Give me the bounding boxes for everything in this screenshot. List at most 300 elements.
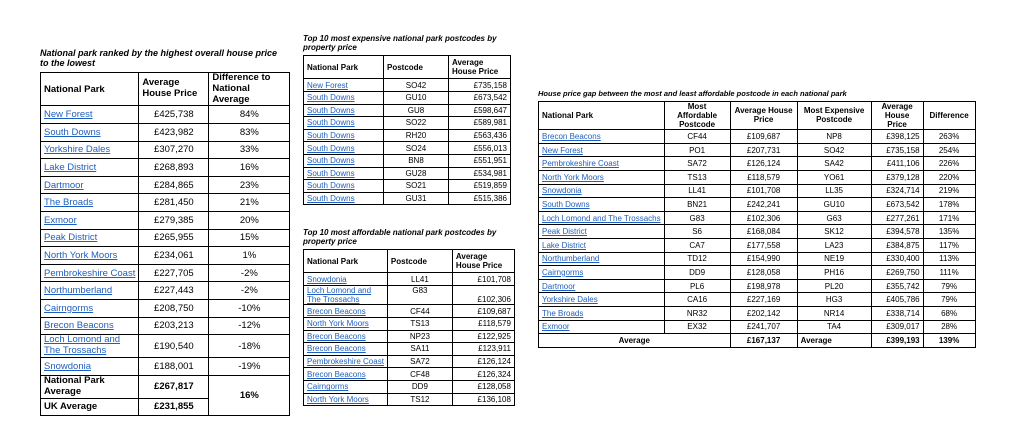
affordable-price-cell: £101,708 (730, 184, 797, 198)
national-park-average-label: National Park Average (41, 375, 139, 398)
table-row (539, 266, 976, 280)
park-cell (539, 306, 665, 320)
most-expensive-postcode-cell: YO61 (797, 170, 871, 184)
postcode-cell: GU8 (384, 104, 449, 117)
average-price-cell: £279,385 (139, 212, 209, 230)
park-link[interactable]: South Downs (307, 105, 355, 115)
table-row (41, 159, 290, 177)
park-cell (41, 358, 139, 376)
affordable-price-cell: £198,978 (730, 279, 797, 293)
postcode-cell: SO22 (384, 117, 449, 130)
average-price-cell: £673,542 (449, 91, 511, 104)
table-row (41, 358, 290, 376)
affordable-price-cell: £242,241 (730, 198, 797, 212)
difference-cell: 171% (923, 211, 975, 225)
table-row (539, 225, 976, 239)
table-row (304, 368, 515, 381)
table-row (41, 229, 290, 247)
average-price-cell: £598,647 (449, 104, 511, 117)
most-expensive-postcode-cell: HG3 (797, 293, 871, 307)
difference-cell: -18% (209, 335, 290, 358)
affordable-postcodes-caption: Top 10 most affordable national park postcodes by property price (303, 228, 497, 247)
affordable-postcodes-table (303, 249, 515, 406)
park-link[interactable]: South Downs (307, 194, 355, 204)
average-affordable-price: £167,137 (730, 334, 797, 348)
affordable-postcodes-body (304, 273, 515, 406)
most-affordable-postcode-cell: EX32 (664, 320, 730, 334)
table-row (539, 279, 976, 293)
most-affordable-postcode-cell: PO1 (664, 143, 730, 157)
table-row (41, 335, 290, 358)
postcode-cell: DD9 (387, 380, 452, 393)
park-cell (304, 355, 388, 368)
expensive-price-cell: £384,875 (871, 238, 923, 252)
park-link[interactable]: Snowdonia (542, 186, 582, 196)
expensive-price-cell: £324,714 (871, 184, 923, 198)
average-difference: 139% (923, 334, 975, 348)
park-link[interactable]: Brecon Beacons (307, 306, 366, 316)
header-difference: Difference (923, 101, 975, 130)
price-gap-block (538, 90, 976, 348)
most-expensive-postcode-cell: LA23 (797, 238, 871, 252)
park-link[interactable]: Dartmoor (542, 281, 576, 291)
affordable-price-cell: £168,084 (730, 225, 797, 239)
park-cell (41, 229, 139, 247)
table-row (41, 264, 290, 282)
table-row (41, 299, 290, 317)
most-expensive-postcode-cell: PL20 (797, 279, 871, 293)
park-link[interactable]: North York Moors (307, 394, 369, 404)
park-cell (41, 299, 139, 317)
park-cell (304, 104, 384, 117)
header-average-house-price: Average House Price (449, 56, 511, 79)
park-link[interactable]: Exmoor (44, 214, 77, 226)
difference-cell: 21% (209, 194, 290, 212)
difference-cell: 83% (209, 124, 290, 142)
most-affordable-postcode-cell: G83 (664, 211, 730, 225)
average-price-cell: £515,386 (449, 192, 511, 205)
most-expensive-postcode-cell: G63 (797, 211, 871, 225)
expensive-price-cell: £411,106 (871, 157, 923, 171)
table-row (304, 129, 511, 142)
postcode-cell: SA11 (387, 343, 452, 356)
affordable-price-cell: £109,687 (730, 130, 797, 144)
header-postcode: Postcode (384, 56, 449, 79)
table-row (539, 238, 976, 252)
park-link[interactable]: Cairngorms (542, 267, 584, 277)
park-cell (304, 129, 384, 142)
difference-cell: 79% (923, 293, 975, 307)
park-link[interactable]: Brecon Beacons (307, 369, 366, 379)
park-link[interactable]: Cairngorms (307, 382, 349, 392)
table-row (304, 305, 515, 318)
uk-average-label: UK Average (41, 398, 139, 416)
park-link[interactable]: Snowdonia (307, 274, 347, 284)
average-price-cell: £284,865 (139, 176, 209, 194)
park-cell (304, 305, 388, 318)
table-row (304, 393, 515, 406)
price-gap-table (538, 101, 976, 348)
header-postcode: Postcode (387, 250, 452, 273)
table-row (304, 285, 515, 304)
expensive-price-cell: £405,786 (871, 293, 923, 307)
postcode-cell: GU31 (384, 192, 449, 205)
postcode-cell: TS12 (387, 393, 452, 406)
park-link[interactable]: Yorkshire Dales (44, 144, 111, 156)
table-row (539, 170, 976, 184)
park-link[interactable]: Peak District (542, 227, 587, 237)
most-expensive-postcode-cell: NP8 (797, 130, 871, 144)
park-link[interactable]: Dartmoor (44, 179, 84, 191)
park-cell (41, 335, 139, 358)
table-row (41, 317, 290, 335)
difference-cell: -10% (209, 299, 290, 317)
affordable-price-cell: £202,142 (730, 306, 797, 320)
table-row (41, 176, 290, 194)
park-cell (41, 106, 139, 124)
table-row (539, 306, 976, 320)
park-cell (304, 180, 384, 193)
ranking-table-block (40, 48, 290, 416)
average-expensive-price: £399,193 (871, 334, 923, 348)
table-row (304, 317, 515, 330)
affordable-price-cell: £177,558 (730, 238, 797, 252)
park-link[interactable]: New Forest (307, 80, 348, 90)
average-price-cell: £563,436 (449, 129, 511, 142)
uk-average-price: £231,855 (139, 398, 209, 416)
table-row (539, 184, 976, 198)
park-link[interactable]: South Downs (307, 168, 355, 178)
header-national-park: National Park (304, 250, 388, 273)
affordable-price-cell: £102,306 (730, 211, 797, 225)
difference-cell: 220% (923, 170, 975, 184)
table-row (304, 104, 511, 117)
header-most-affordable-postcode: Most Affordable Postcode (664, 101, 730, 130)
park-cell (539, 266, 665, 280)
postcode-cell: CF44 (387, 305, 452, 318)
header-expensive-avg-price: Average House Price (871, 101, 923, 130)
header-national-park: National Park (304, 56, 384, 79)
most-affordable-postcode-cell: DD9 (664, 266, 730, 280)
table-row (304, 79, 511, 92)
park-cell (304, 142, 384, 155)
average-price-cell: £208,750 (139, 299, 209, 317)
park-cell (539, 184, 665, 198)
park-cell (304, 317, 388, 330)
park-link[interactable]: Loch Lomond and The Trossachs (44, 334, 121, 357)
park-link[interactable]: Northumberland (44, 285, 113, 297)
national-park-average-price: £267,817 (139, 375, 209, 398)
expensive-postcodes-table (303, 55, 511, 205)
park-link[interactable]: North York Moors (44, 250, 118, 261)
table-row (41, 124, 290, 142)
park-cell (304, 380, 388, 393)
park-cell (539, 293, 665, 307)
difference-cell: 23% (209, 176, 290, 194)
park-link[interactable]: South Downs (307, 118, 355, 128)
postcode-cell: RH20 (384, 129, 449, 142)
most-affordable-postcode-cell: CA7 (664, 238, 730, 252)
most-affordable-postcode-cell: S6 (664, 225, 730, 239)
price-gap-caption: House price gap between the most and least affordable postcode in each national park (538, 89, 847, 98)
table-row (539, 130, 976, 144)
park-cell (539, 130, 665, 144)
average-price-cell: £136,108 (452, 393, 514, 406)
average-price-cell: £556,013 (449, 142, 511, 155)
expensive-postcodes-body (304, 79, 511, 205)
park-cell (41, 176, 139, 194)
difference-cell: 113% (923, 252, 975, 266)
park-link[interactable]: South Downs (307, 156, 355, 166)
table-row (539, 157, 976, 171)
park-link[interactable]: North York Moors (307, 319, 369, 329)
expensive-postcodes-caption: Top 10 most expensive national park postcodes by property price (303, 34, 497, 53)
difference-cell: 178% (923, 198, 975, 212)
affordable-postcodes-block (303, 228, 515, 406)
table-row (304, 142, 511, 155)
difference-cell: 20% (209, 212, 290, 230)
expensive-price-cell: £379,128 (871, 170, 923, 184)
difference-cell: -2% (209, 264, 290, 282)
difference-cell: 16% (209, 159, 290, 177)
park-cell (41, 124, 139, 142)
most-expensive-postcode-cell: SK12 (797, 225, 871, 239)
most-affordable-postcode-cell: SA72 (664, 157, 730, 171)
park-cell (304, 393, 388, 406)
ranking-table-body (41, 106, 290, 375)
park-link[interactable]: Pembrokeshire Coast (542, 159, 619, 169)
park-link[interactable]: South Downs (44, 126, 101, 138)
park-cell (41, 282, 139, 300)
postcode-cell: GU10 (384, 91, 449, 104)
park-cell (539, 143, 665, 157)
most-affordable-postcode-cell: PL6 (664, 279, 730, 293)
average-price-cell: £519,859 (449, 180, 511, 193)
park-link[interactable]: South Downs (307, 181, 355, 191)
expensive-price-cell: £338,714 (871, 306, 923, 320)
average-price-cell: £190,540 (139, 335, 209, 358)
average-price-cell: £126,124 (452, 355, 514, 368)
difference-cell: 226% (923, 157, 975, 171)
average-price-cell: £234,061 (139, 247, 209, 265)
most-expensive-postcode-cell: NE19 (797, 252, 871, 266)
park-cell (539, 279, 665, 293)
park-link[interactable]: Peak District (44, 232, 98, 244)
park-link[interactable]: Brecon Beacons (307, 331, 366, 341)
most-affordable-postcode-cell: LL41 (664, 184, 730, 198)
difference-cell: 15% (209, 229, 290, 247)
difference-cell: -12% (209, 317, 290, 335)
table-row (41, 212, 290, 230)
park-cell (41, 194, 139, 212)
park-cell (41, 317, 139, 335)
most-affordable-postcode-cell: BN21 (664, 198, 730, 212)
park-link[interactable]: Loch Lomond and The Trossachs (307, 285, 372, 305)
table-row (41, 106, 290, 124)
park-cell (41, 264, 139, 282)
postcode-cell: TS13 (387, 317, 452, 330)
header-difference: Difference to National Average (209, 72, 290, 106)
most-expensive-postcode-cell: NR14 (797, 306, 871, 320)
postcode-cell: SO24 (384, 142, 449, 155)
difference-cell: 84% (209, 106, 290, 124)
park-link[interactable]: South Downs (307, 131, 355, 141)
average-price-cell: £265,955 (139, 229, 209, 247)
table-row (304, 330, 515, 343)
table-row (304, 355, 515, 368)
park-link[interactable]: Snowdonia (44, 360, 92, 372)
park-cell (41, 141, 139, 159)
average-label-right: Average (797, 334, 871, 348)
table-row (304, 167, 511, 180)
most-expensive-postcode-cell: LL35 (797, 184, 871, 198)
average-price-cell: £551,951 (449, 154, 511, 167)
average-price-cell: £101,708 (452, 273, 514, 286)
park-link[interactable]: Northumberland (542, 254, 600, 264)
average-price-cell: £123,911 (452, 343, 514, 356)
average-price-cell: £735,158 (449, 79, 511, 92)
park-link[interactable]: Lake District (44, 162, 97, 174)
ranking-table-caption: National park ranked by the highest overall house price to the lowest (40, 48, 278, 69)
average-price-cell: £126,324 (452, 368, 514, 381)
affordable-price-cell: £227,169 (730, 293, 797, 307)
expensive-price-cell: £309,017 (871, 320, 923, 334)
park-link[interactable]: South Downs (542, 199, 590, 209)
difference-cell: 219% (923, 184, 975, 198)
most-affordable-postcode-cell: NR32 (664, 306, 730, 320)
park-cell (41, 212, 139, 230)
affordable-price-cell: £207,731 (730, 143, 797, 157)
average-price-cell: £188,001 (139, 358, 209, 376)
park-cell (539, 238, 665, 252)
park-cell (304, 167, 384, 180)
header-national-park: National Park (539, 101, 665, 130)
park-link[interactable]: Brecon Beacons (307, 344, 366, 354)
average-price-cell: £423,982 (139, 124, 209, 142)
park-cell (539, 211, 665, 225)
expensive-price-cell: £394,578 (871, 225, 923, 239)
header-average-house-price: Average House Price (139, 72, 209, 106)
park-cell (41, 159, 139, 177)
park-cell (539, 198, 665, 212)
table-row (539, 252, 976, 266)
table-row (304, 380, 515, 393)
park-link[interactable]: Brecon Beacons (542, 131, 601, 141)
average-price-cell: £122,925 (452, 330, 514, 343)
table-row (539, 198, 976, 212)
park-cell (304, 192, 384, 205)
park-link[interactable]: Brecon Beacons (44, 320, 114, 332)
expensive-price-cell: £735,158 (871, 143, 923, 157)
header-most-expensive-postcode: Most Expensive Postcode (797, 101, 871, 130)
expensive-price-cell: £330,400 (871, 252, 923, 266)
postcode-cell: LL41 (387, 273, 452, 286)
difference-cell: -19% (209, 358, 290, 376)
average-price-cell: £203,213 (139, 317, 209, 335)
affordable-price-cell: £154,990 (730, 252, 797, 266)
park-link[interactable]: Pembrokeshire Coast (44, 267, 136, 279)
park-link[interactable]: New Forest (44, 109, 93, 121)
average-price-cell: £227,705 (139, 264, 209, 282)
park-link[interactable]: New Forest (542, 145, 583, 155)
park-cell (304, 91, 384, 104)
average-price-cell: £534,981 (449, 167, 511, 180)
average-price-cell: £128,058 (452, 380, 514, 393)
difference-cell: 79% (923, 279, 975, 293)
park-link[interactable]: Loch Lomond and The Trossachs (542, 213, 661, 223)
expensive-postcodes-block (303, 34, 511, 205)
header-national-park: National Park (41, 72, 139, 106)
average-label-left: Average (539, 334, 731, 348)
park-link[interactable]: Cairngorms (44, 302, 94, 314)
table-row (41, 282, 290, 300)
park-cell (304, 343, 388, 356)
park-link[interactable]: Pembrokeshire Coast (307, 357, 384, 367)
most-expensive-postcode-cell: SA42 (797, 157, 871, 171)
park-cell (539, 225, 665, 239)
most-affordable-postcode-cell: TS13 (664, 170, 730, 184)
table-row (304, 192, 511, 205)
park-link[interactable]: South Downs (307, 93, 355, 103)
park-cell (304, 79, 384, 92)
expensive-price-cell: £277,261 (871, 211, 923, 225)
table-row (304, 273, 515, 286)
price-gap-body (539, 130, 976, 334)
difference-cell: 68% (923, 306, 975, 320)
header-average-house-price: Average House Price (452, 250, 514, 273)
expensive-price-cell: £269,750 (871, 266, 923, 280)
expensive-price-cell: £673,542 (871, 198, 923, 212)
table-row (304, 343, 515, 356)
affordable-price-cell: £128,058 (730, 266, 797, 280)
postcode-cell: BN8 (384, 154, 449, 167)
park-link[interactable]: Lake District (542, 240, 587, 250)
park-link[interactable]: Exmoor (542, 322, 570, 332)
postcode-cell: SO21 (384, 180, 449, 193)
most-expensive-postcode-cell: TA4 (797, 320, 871, 334)
difference-cell: 1% (209, 247, 290, 265)
most-expensive-postcode-cell: GU10 (797, 198, 871, 212)
park-link[interactable]: South Downs (307, 143, 355, 153)
table-row (539, 293, 976, 307)
expensive-price-cell: £398,125 (871, 130, 923, 144)
park-cell (41, 247, 139, 265)
park-link[interactable]: The Broads (542, 308, 584, 318)
park-cell (304, 330, 388, 343)
park-cell (304, 285, 388, 304)
most-affordable-postcode-cell: CF44 (664, 130, 730, 144)
park-link[interactable]: The Broads (44, 197, 94, 209)
average-price-cell: £227,443 (139, 282, 209, 300)
average-price-cell: £109,687 (452, 305, 514, 318)
park-link[interactable]: North York Moors (542, 172, 604, 182)
average-price-cell: £118,579 (452, 317, 514, 330)
postcode-cell: G83 (387, 285, 452, 304)
average-price-cell: £268,893 (139, 159, 209, 177)
park-cell (304, 368, 388, 381)
difference-cell: -2% (209, 282, 290, 300)
table-row (539, 320, 976, 334)
table-row (304, 91, 511, 104)
difference-cell: 254% (923, 143, 975, 157)
table-row (304, 117, 511, 130)
table-row (539, 143, 976, 157)
park-cell (539, 170, 665, 184)
ranking-table (40, 72, 290, 417)
park-link[interactable]: Yorkshire Dales (542, 295, 598, 305)
park-cell (539, 320, 665, 334)
average-price-cell: £102,306 (452, 285, 514, 304)
